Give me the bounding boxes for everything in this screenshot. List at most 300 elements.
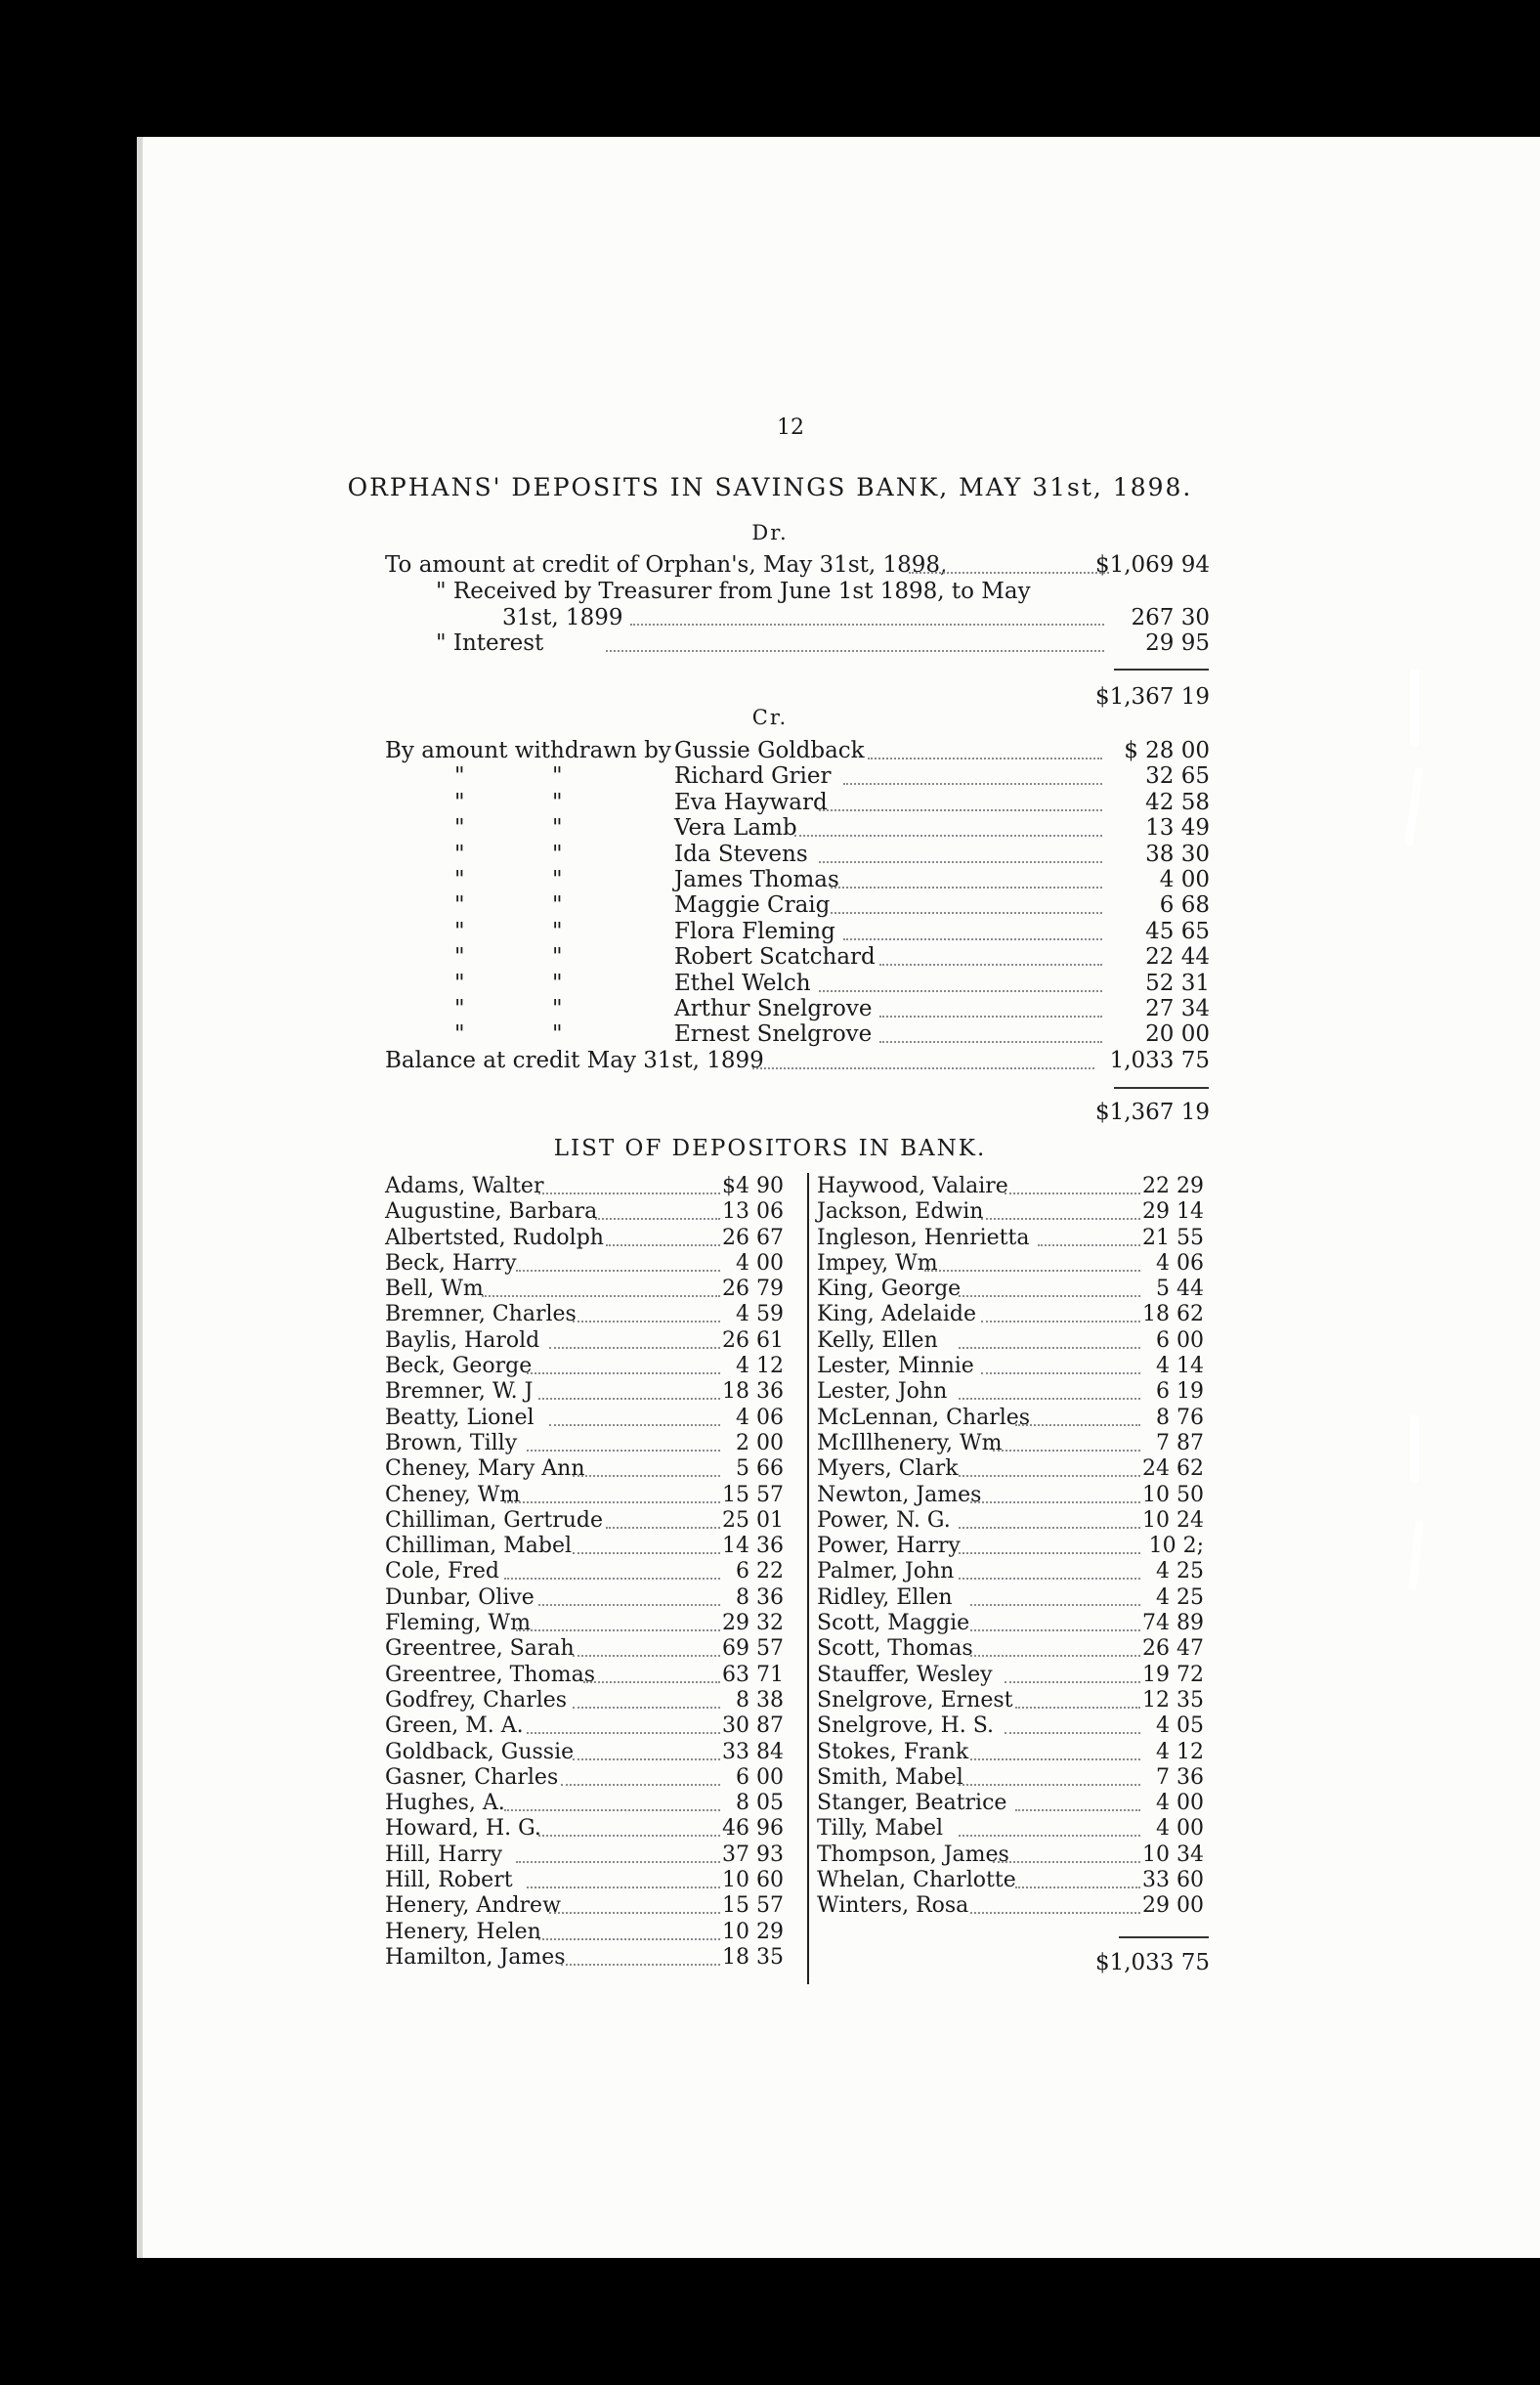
depositor-name: Ingleson, Henrietta [817,1225,1030,1250]
depositor-name: Bremner, Charles [385,1302,577,1327]
depositor-name: Chilliman, Gertrude [385,1507,604,1533]
depositor-row [385,1945,791,1971]
depositor-name: Power, Harry [817,1534,961,1559]
depositor-amount: 33 84 [722,1739,784,1764]
depositors-left-column [385,1174,791,1971]
depositor-name: Lester, Minnie [817,1354,974,1379]
leader-dots [959,1526,1140,1529]
depositor-amount: 18 35 [722,1944,784,1970]
depositor-row [817,1534,1218,1559]
depositor-amount: 46 96 [722,1816,784,1842]
leader-dots [516,1628,720,1631]
depositor-row [385,1199,791,1225]
depositor-name: Howard, H. G. [385,1816,541,1842]
total-rule [1114,1087,1209,1089]
leader-dots [538,1397,720,1400]
withdrawal-amount: 6 68 [1159,892,1210,919]
depositor-row [385,1277,791,1302]
depositor-row [817,1328,1218,1354]
leader-dots [819,860,1103,863]
ditto-mark: " [454,841,465,867]
depositor-name: Snelgrove, Ernest [817,1687,1013,1713]
depositor-amount: 14 36 [722,1534,784,1559]
depositor-name: Scott, Maggie [817,1611,970,1636]
leader-dots [549,1423,720,1426]
depositor-row [385,1868,791,1893]
leader-dots [909,571,1109,574]
depositor-name: Ridley, Ellen [817,1584,953,1610]
depositor-name: Stanger, Beatrice [817,1791,1007,1816]
withdrawal-amount: 42 58 [1145,789,1210,815]
depositor-name: Hughes, A. [385,1791,505,1816]
ditto-mark: " [454,892,465,919]
leader-dots [924,1269,1140,1272]
withdrawal-amount: 22 44 [1145,944,1210,971]
depositor-amount: 19 72 [1142,1662,1204,1687]
withdrawal-amount: 13 49 [1145,815,1210,842]
dr-heading: Dr. [751,521,789,544]
depositor-amount: 4 06 [1156,1250,1204,1276]
depositor-amount: 13 06 [722,1199,784,1225]
leader-dots [549,1346,720,1349]
ditto-mark: " [454,1021,465,1048]
depositors-total: $1,033 75 [1094,1950,1210,1975]
leader-dots [959,1397,1140,1400]
withdrawal-amount: 38 30 [1145,841,1210,867]
depositor-amount: 6 22 [736,1559,784,1584]
depositor-name: Haywood, Valaire [817,1174,1008,1198]
depositor-amount: 4 06 [736,1405,784,1430]
depositor-amount: 10 2; [1148,1534,1204,1559]
leader-dots [879,1040,1102,1043]
depositor-amount: 7 36 [1156,1764,1204,1790]
depositor-amount: 4 00 [1156,1816,1204,1842]
withdrawal-name: Ida Stevens [674,841,808,867]
total-rule [1119,1936,1209,1938]
depositor-row [385,1483,791,1508]
depositor-amount: 6 19 [1156,1379,1204,1405]
depositor-amount: 4 05 [1156,1713,1204,1739]
depositor-row [817,1663,1218,1688]
depositor-name: McIllhenery, Wm [817,1430,1003,1455]
depositor-row [385,1688,791,1713]
depositor-row [817,1302,1218,1327]
depositor-row [385,1740,791,1765]
depositor-name: Myers, Clark [817,1456,959,1482]
leader-dots [504,1577,720,1580]
depositor-amount: 6 00 [736,1764,784,1790]
leader-dots [970,1654,1140,1657]
leader-dots [538,1834,720,1837]
leader-dots [843,782,1103,785]
leader-dots [959,1783,1140,1786]
withdrawal-amount: 4 00 [1159,867,1210,892]
depositor-name: Impey, Wm [817,1250,938,1276]
leader-dots [831,911,1102,914]
depositor-amount: 5 44 [1156,1277,1204,1302]
depositor-name: Godfrey, Charles [385,1687,568,1713]
leader-dots [831,886,1102,889]
dr-line-interest: " Interest [436,630,544,656]
leader-dots [504,1808,720,1811]
depositor-amount: 4 00 [736,1250,784,1276]
leader-dots [879,963,1102,966]
depositor-row [385,1174,791,1199]
withdrawal-name: Ernest Snelgrove [674,1021,873,1048]
depositor-row [385,1251,791,1277]
depositor-row [817,1585,1218,1611]
depositor-amount: 26 79 [722,1277,784,1302]
depositor-row [817,1765,1218,1791]
dr-total: $1,367 19 [1094,684,1210,710]
depositor-amount: 7 87 [1156,1430,1204,1455]
depositor-row [817,1868,1218,1893]
depositor-row [385,1534,791,1559]
depositor-row [817,1893,1218,1919]
ditto-mark: " [552,763,563,790]
leader-dots [970,1757,1140,1760]
depositor-row [385,1431,791,1456]
ditto-mark: " [552,815,563,842]
depositor-amount: 4 14 [1156,1354,1204,1379]
depositor-amount: 4 25 [1156,1584,1204,1610]
depositor-name: Stokes, Frank [817,1739,969,1764]
depositor-amount: 18 36 [722,1379,784,1405]
depositor-row [817,1688,1218,1713]
depositor-amount: 74 89 [1142,1611,1204,1636]
leader-dots [504,1500,720,1503]
depositor-row [385,1226,791,1251]
depositor-amount: 5 66 [736,1456,784,1482]
leader-dots [970,1500,1140,1503]
registration-mark [1410,1415,1419,1482]
depositor-name: Green, M. A. [385,1713,524,1739]
depositor-name: Power, N. G. [817,1507,951,1533]
depositor-name: Brown, Tilly [385,1430,518,1455]
depositor-amount: 18 62 [1142,1302,1204,1327]
depositor-amount: 69 57 [722,1636,784,1662]
ditto-mark: " [552,996,563,1021]
dr-opening-amount: $1,069 94 [1094,552,1210,578]
depositor-amount: 6 00 [1156,1327,1204,1353]
leader-dots [959,1294,1140,1297]
depositor-row [385,1791,791,1816]
leader-dots [959,1346,1140,1349]
ditto-mark: " [454,944,465,971]
depositor-name: Hamilton, James [385,1944,566,1970]
depositor-row [385,1663,791,1688]
ditto-mark: " [454,918,465,944]
depositor-row [385,1893,791,1919]
ditto-mark: " [454,867,465,892]
depositor-amount: 15 57 [722,1482,784,1507]
leader-dots [549,1911,720,1914]
depositor-row [385,1302,791,1327]
depositor-row [385,1765,791,1791]
depositor-row [385,1920,791,1945]
depositor-amount: 25 01 [722,1507,784,1533]
balance-amount: 1,033 75 [1109,1048,1210,1073]
depositor-row [817,1843,1218,1868]
depositor-name: Baylis, Harold [385,1327,540,1353]
depositor-name: Stauffer, Wesley [817,1662,993,1687]
leader-dots [527,1886,720,1888]
depositor-row [817,1740,1218,1765]
depositor-name: Winters, Rosa [817,1893,969,1919]
dr-received-amount: 267 30 [1131,605,1210,630]
ditto-mark: " [552,918,563,944]
depositor-row [385,1816,791,1842]
depositor-amount: 4 12 [736,1354,784,1379]
ditto-mark: " [552,892,563,919]
withdrawal-name: Maggie Craig [674,892,831,919]
withdrawal-name: Richard Grier [674,763,832,790]
depositor-amount: 10 29 [722,1919,784,1944]
leader-dots [482,1294,720,1297]
depositor-row [385,1379,791,1405]
ditto-mark: " [552,970,563,996]
leader-dots [538,1937,720,1940]
depositor-amount: 37 93 [722,1842,784,1867]
depositor-amount: 10 34 [1142,1842,1204,1867]
depositor-row [817,1199,1218,1225]
leader-dots [868,757,1103,759]
depositor-amount: 63 71 [722,1662,784,1687]
depositor-row [817,1456,1218,1482]
depositor-row [817,1791,1218,1816]
leader-dots [516,1269,720,1272]
depositor-name: Hill, Robert [385,1868,513,1893]
depositor-row [385,1843,791,1868]
depositor-name: King, George [817,1277,962,1302]
ditto-mark: " [454,789,465,815]
depositor-name: Beatty, Lionel [385,1405,535,1430]
depositor-name: Jackson, Edwin [817,1199,984,1225]
depositor-row [817,1251,1218,1277]
ditto-mark: " [454,763,465,790]
depositor-row [385,1611,791,1636]
depositor-row [385,1354,791,1379]
total-rule [1114,669,1209,671]
leader-dots [538,1603,720,1606]
list-title: LIST OF DEPOSITORS IN BANK. [553,1136,987,1161]
depositor-name: Snelgrove, H. S. [817,1713,995,1739]
depositor-amount: 4 59 [736,1302,784,1327]
leader-dots [959,1474,1140,1477]
depositor-amount: 26 47 [1142,1636,1204,1662]
page-title: ORPHANS' DEPOSITS IN SAVINGS BANK, MAY 31st, 1898. [347,473,1193,501]
leader-dots [819,808,1103,811]
ditto-mark: " [552,944,563,971]
balance-label: Balance at credit May 31st, 1899 [385,1048,764,1073]
depositor-row [817,1559,1218,1584]
depositor-row [817,1636,1218,1662]
withdrawal-amount: 20 00 [1145,1021,1210,1048]
depositor-row [385,1406,791,1431]
depositor-name: King, Adelaide [817,1302,976,1327]
depositor-name: Cheney, Wm [385,1482,521,1507]
depositor-row [817,1277,1218,1302]
depositor-amount: 4 00 [1156,1791,1204,1816]
depositor-name: Tilly, Mabel [817,1816,944,1842]
leader-dots [970,1628,1140,1631]
depositor-name: Dunbar, Olive [385,1584,535,1610]
depositor-name: Goldback, Gussie [385,1739,575,1764]
depositor-row [817,1226,1218,1251]
depositor-name: Fleming, Wm [385,1611,531,1636]
depositor-name: McLennan, Charles [817,1405,1031,1430]
withdrawal-name: Flora Fleming [674,918,835,944]
depositor-amount: 10 60 [722,1868,784,1893]
leader-dots [959,1577,1140,1580]
depositor-row [385,1585,791,1611]
depositor-amount: 10 50 [1142,1482,1204,1507]
dr-line-received: " Received by Treasurer from June 1st 1898, to May [436,579,1031,604]
depositor-name: Albertsted, Rudolph [385,1225,604,1250]
leader-dots [752,1066,1094,1069]
depositor-row [385,1559,791,1584]
depositor-amount: 12 35 [1142,1687,1204,1713]
depositor-amount: 2 00 [736,1430,784,1455]
depositor-name: Greentree, Thomas [385,1662,596,1687]
depositor-amount: 8 05 [736,1791,784,1816]
ditto-mark: " [552,1021,563,1048]
depositor-row [385,1328,791,1354]
depositor-row [817,1713,1218,1739]
depositor-name: Bell, Wm [385,1277,484,1302]
leader-dots [527,1731,720,1734]
dr-interest-amount: 29 95 [1145,630,1210,656]
ditto-mark: " [552,841,563,867]
depositor-row [817,1508,1218,1534]
leader-dots [516,1860,720,1863]
depositor-name: Smith, Mabel [817,1764,963,1790]
depositor-amount: 4 25 [1156,1559,1204,1584]
cr-heading: Cr. [751,706,789,729]
depositor-row [817,1611,1218,1636]
leader-dots [970,1603,1140,1606]
cr-total: $1,367 19 [1094,1100,1210,1125]
depositor-amount: 26 61 [722,1327,784,1353]
depositor-amount: 30 87 [722,1713,784,1739]
withdrawal-amount: 52 31 [1145,970,1210,996]
leader-dots [794,834,1103,837]
depositor-amount: 21 55 [1142,1225,1204,1250]
depositors-right-column [817,1174,1218,1920]
ditto-mark: " [454,996,465,1021]
leader-dots [959,1551,1140,1554]
withdrawal-amount: 27 34 [1145,996,1210,1021]
depositor-name: Greentree, Sarah [385,1636,575,1662]
leader-dots [527,1371,720,1374]
withdrawal-amount: 32 65 [1145,763,1210,790]
depositor-name: Chilliman, Mabel [385,1534,573,1559]
leader-dots [959,1834,1140,1837]
depositor-name: Lester, John [817,1379,948,1405]
depositor-amount: 8 36 [736,1584,784,1610]
ditto-mark: " [454,970,465,996]
depositor-name: Henery, Helen [385,1919,541,1944]
depositor-name: Scott, Thomas [817,1636,973,1662]
depositor-name: Thompson, James [817,1842,1009,1867]
depositor-name: Hill, Harry [385,1842,503,1867]
depositor-amount: 29 00 [1142,1893,1204,1919]
depositor-row [385,1713,791,1739]
depositor-name: Cole, Fred [385,1559,500,1584]
cr-intro: By amount withdrawn by [385,738,671,763]
depositor-row [817,1431,1218,1456]
depositor-amount: 15 57 [722,1893,784,1919]
depositor-amount: 24 62 [1142,1456,1204,1482]
depositor-name: Adams, Walter [385,1174,544,1198]
depositor-amount: $4 90 [722,1174,784,1198]
depositor-amount: 26 67 [722,1225,784,1250]
withdrawal-name: Robert Scatchard [674,944,876,971]
withdrawal-name: Vera Lamb [674,815,797,842]
depositor-row [817,1406,1218,1431]
depositor-name: Cheney, Mary Ann [385,1456,585,1482]
depositor-row [817,1379,1218,1405]
depositor-amount: 29 14 [1142,1199,1204,1225]
page-edge [137,137,143,2258]
leader-dots [538,1192,720,1194]
page-number: 12 [777,415,804,440]
depositor-amount: 33 60 [1142,1868,1204,1893]
depositor-name: Augustine, Barbara [385,1199,598,1225]
dr-line-received-date: 31st, 1899 [502,605,623,630]
depositor-row [817,1483,1218,1508]
withdrawal-name: Eva Hayward [674,789,828,815]
withdrawal-name: Ethel Welch [674,970,811,996]
depositor-name: Bremner, W. J [385,1379,534,1405]
depositor-amount: 29 32 [722,1611,784,1636]
column-divider [807,1173,809,1984]
leader-dots [843,937,1103,940]
withdrawal-name: Arthur Snelgrove [674,996,873,1021]
depositor-row [385,1456,791,1482]
depositor-name: Newton, James [817,1482,982,1507]
depositor-name: Beck, Harry [385,1250,517,1276]
withdrawal-amount: 45 65 [1145,918,1210,944]
withdrawal-name: James Thomas [674,867,839,892]
ditto-mark: " [552,867,563,892]
leader-dots [606,649,1104,652]
leader-dots [630,623,1104,626]
depositor-amount: 10 24 [1142,1507,1204,1533]
depositor-name: Whelan, Charlotte [817,1868,1016,1893]
depositor-name: Gasner, Charles [385,1764,559,1790]
depositor-row [385,1508,791,1534]
depositor-name: Henery, Andrew [385,1893,561,1919]
depositor-amount: 8 76 [1156,1405,1204,1430]
withdrawal-name: Gussie Goldback [674,738,865,763]
depositor-row [385,1636,791,1662]
depositor-amount: 8 38 [736,1687,784,1713]
leader-dots [527,1449,720,1452]
dr-line-opening: To amount at credit of Orphan's, May 31st, 1898, [385,552,948,578]
depositor-name: Beck, George [385,1354,533,1379]
depositor-row [817,1816,1218,1842]
ditto-mark: " [454,815,465,842]
depositor-amount: 22 29 [1142,1174,1204,1198]
depositor-row [817,1354,1218,1379]
ditto-mark: " [552,789,563,815]
withdrawal-amount: $ 28 00 [1124,738,1210,763]
depositor-row [817,1174,1218,1199]
depositor-name: Kelly, Ellen [817,1327,938,1353]
depositor-amount: 4 12 [1156,1739,1204,1764]
leader-dots [970,1911,1140,1914]
